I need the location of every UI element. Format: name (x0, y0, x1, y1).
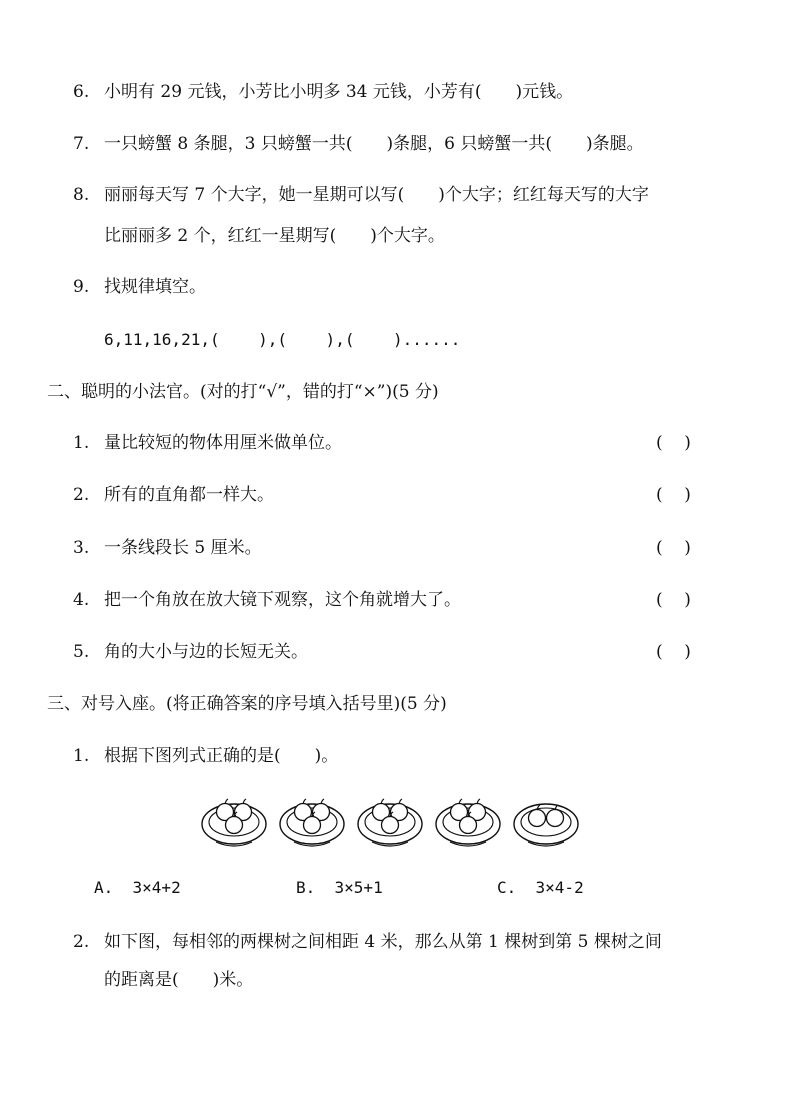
question-number: 9. (73, 277, 90, 297)
answer-blank[interactable]: ( ) (656, 433, 691, 453)
question-text: 找规律填空。 (104, 277, 206, 297)
question-text-continued: 的距离是( )米。 (104, 970, 254, 990)
item-number: 4. (73, 590, 90, 610)
plate-with-apples (202, 799, 266, 846)
item-text: 把一个角放在放大镜下观察，这个角就增大了。 (104, 590, 461, 610)
number-sequence: 6,11,16,21,( ),( ),( )...... (104, 330, 461, 349)
question-number: 7. (73, 134, 90, 154)
item-number: 5. (73, 642, 90, 662)
answer-blank[interactable]: ( ) (656, 590, 691, 610)
item-text: 量比较短的物体用厘米做单位。 (104, 433, 342, 453)
answer-blank[interactable]: ( ) (656, 485, 691, 505)
item-text: 所有的直角都一样大。 (104, 485, 274, 505)
item-number: 2. (73, 485, 90, 505)
question-text: 根据下图列式正确的是( )。 (104, 746, 339, 766)
item-number: 3. (73, 538, 90, 558)
option-c[interactable]: C. 3×4-2 (497, 878, 584, 897)
question-number: 2. (73, 932, 90, 952)
plate-with-apples (436, 799, 500, 846)
question-number: 1. (73, 746, 90, 766)
plate-with-apples (280, 799, 344, 846)
item-number: 1. (73, 433, 90, 453)
question-number: 8. (73, 185, 90, 205)
apple-plates-figure (200, 792, 600, 854)
question-text: 小明有 29 元钱，小芳比小明多 34 元钱，小芳有( )元钱。 (104, 82, 574, 102)
question-text: 如下图，每相邻的两棵树之间相距 4 米，那么从第 1 棵树到第 5 棵树之间 (104, 932, 662, 952)
item-text: 一条线段长 5 厘米。 (104, 538, 262, 558)
question-number: 6. (73, 82, 90, 102)
section3-heading: 三、对号入座。(将正确答案的序号填入括号里)(5 分) (47, 694, 447, 714)
question-text-continued: 比丽丽多 2 个，红红一星期写( )个大字。 (104, 226, 445, 246)
option-a[interactable]: A. 3×4+2 (94, 878, 181, 897)
question-text: 一只螃蟹 8 条腿，3 只螃蟹一共( )条腿，6 只螃蟹一共( )条腿。 (104, 134, 644, 154)
plate-with-apples (358, 799, 422, 846)
question-text: 丽丽每天写 7 个大字，她一星期可以写( )个大字；红红每天写的大字 (104, 185, 649, 205)
plate-with-apples (514, 804, 578, 846)
section2-heading: 二、聪明的小法官。(对的打“√”，错的打“×”)(5 分) (47, 382, 439, 402)
option-b[interactable]: B. 3×5+1 (296, 878, 383, 897)
answer-blank[interactable]: ( ) (656, 642, 691, 662)
answer-blank[interactable]: ( ) (656, 538, 691, 558)
item-text: 角的大小与边的长短无关。 (104, 642, 308, 662)
